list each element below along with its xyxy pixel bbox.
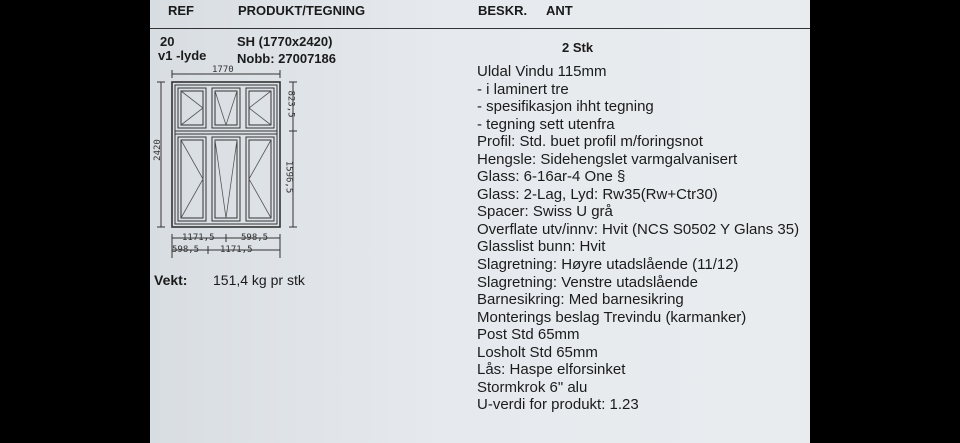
description-line: Glass: 2-Lag, Lyd: Rw35(Rw+Ctr30) [477, 185, 718, 203]
nobb-number: Nobb: 27007186 [237, 51, 336, 66]
description-line: Slagretning: Venstre utadslående [477, 273, 698, 291]
description-line: Monterings beslag Trevindu (karmanker) [477, 308, 747, 326]
description-line: - i laminert tre [477, 80, 569, 98]
ref-name: v1 -lyde [158, 48, 207, 63]
description-line: Lås: Haspe elforsinket [477, 361, 626, 379]
width-dimension: 1770 [212, 65, 234, 75]
document-sheet [150, 0, 810, 443]
description-line: Post Std 65mm [477, 326, 580, 344]
description-line: Stormkrok 6" alu [477, 378, 588, 396]
table-header [150, 0, 810, 29]
bottom-dim-c: 598,5 [172, 245, 200, 255]
description-line: Uldal Vindu 115mm [477, 63, 607, 80]
description-line: Profil: Std. buet profil m/foringsnot [477, 133, 703, 151]
ref-number: 20 [160, 34, 175, 49]
description-line: U-verdi for produkt: 1.23 [477, 396, 639, 414]
description-line: Losholt Std 65mm [477, 343, 598, 361]
description-line: Glass: 6-16ar-4 One § [477, 168, 626, 186]
description-list [477, 63, 799, 414]
description-line: - spesifikasjon ihht tegning [477, 98, 654, 116]
header-produkt: PRODUKT/TEGNING [238, 3, 366, 18]
description-line: Spacer: Swiss U grå [477, 203, 613, 221]
quantity: 2 Stk [562, 40, 594, 55]
top-height-dimension: 823,5 [285, 90, 296, 118]
height-dimension: 2420 [152, 139, 163, 161]
description-line: Barnesikring: Med barnesikring [477, 291, 684, 309]
product-name: SH (1770x2420) [237, 34, 333, 49]
header-ant: ANT [546, 3, 573, 18]
description-line: Hengsle: Sidehengslet varmgalvanisert [477, 150, 738, 168]
description-line: Overflate utv/innv: Hvit (NCS S0502 Y Glans 35) [477, 220, 800, 238]
bottom-dim-d: 1171,5 [220, 245, 253, 255]
header-ref: REF [168, 3, 194, 18]
bottom-dim-b: 598,5 [241, 233, 269, 243]
weight-label: Vekt: [154, 272, 188, 288]
bottom-dim-a: 1171,5 [182, 233, 215, 243]
description-line: Glasslist bunn: Hvit [477, 238, 606, 256]
description-line: - tegning sett utenfra [477, 115, 615, 133]
bottom-height-dimension: 1596,5 [283, 160, 294, 194]
weight-value: 151,4 kg pr stk [213, 272, 305, 288]
header-beskr: BESKR. [478, 3, 528, 18]
description-line: Slagretning: Høyre utadslående (11/12) [477, 256, 739, 274]
